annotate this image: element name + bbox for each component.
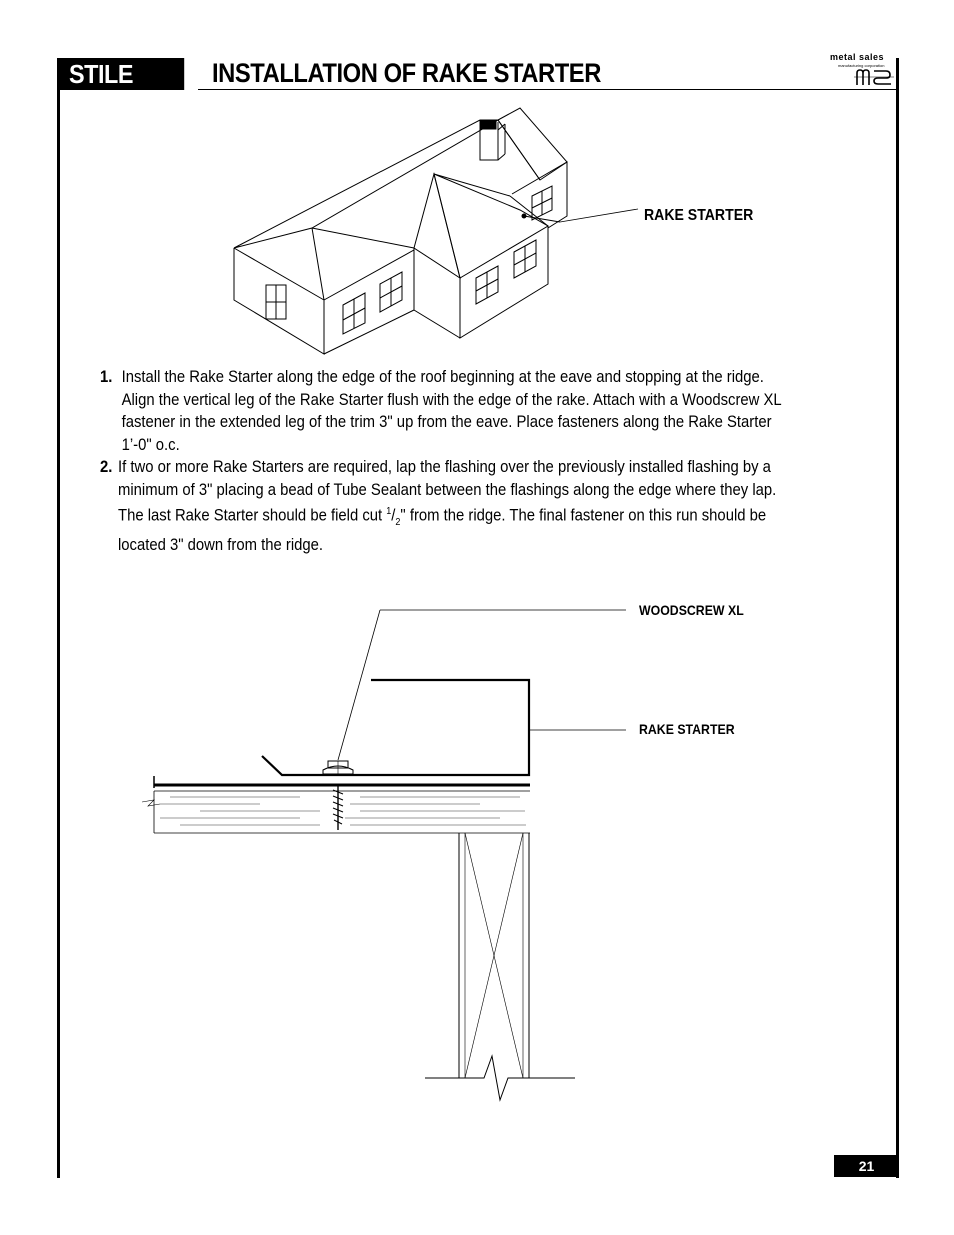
step-2-text-before: If two or more Rake Starters are required, lap the flashing over the previously installed flashing by a minimum of 3" placing a bead of Tube Sealant between the flashings along the edge where they lap. The last Rake Starter should be field cut [118, 458, 777, 525]
logo-subtitle: manufacturing corporation [838, 63, 885, 68]
step-1-text: Install the Rake Starter along the edge of the roof beginning at the eave and stopping at the ridge. Align the vertical leg of the Rake Starter flush with the edge of the rake. Attach with a Woodscrew XL fastener in the extended leg of the trim 3" up from the eave. Place fasteners along the Rake Starter 1’-0" o.c. [121, 368, 782, 454]
step-2: 2. If two or more Rake Starters are required, lap the flashing over the previously installed flashing by a minimum of 3" placing a bead of Tube Sealant between the flashings along the edge where they lap. The last Rake Starter should be field cut $^1/_2$" from the ridge. The final fastener on this run should be located 3" down from the ridge. [100, 458, 777, 555]
logo-name: metal sales [830, 52, 885, 62]
page-number: 21 [834, 1155, 899, 1177]
step-2-text-after: " from the ridge. The final fastener on this run should be located 3" down from the ridge. [118, 506, 767, 555]
step-1-number: 1. [100, 368, 113, 386]
rake-starter-callout-detail: RAKE STARTER [639, 721, 735, 737]
fraction-numerator: 1 [386, 506, 392, 517]
rake-starter-callout-top: RAKE STARTER [644, 207, 754, 224]
woodscrew-callout: WOODSCREW XL [639, 602, 744, 618]
step-2-number: 2. [100, 458, 113, 476]
page-title: INSTALLATION OF RAKE STARTER [212, 58, 601, 88]
section-tag: STILE [60, 58, 184, 90]
fraction-denominator: 2 [395, 516, 401, 528]
